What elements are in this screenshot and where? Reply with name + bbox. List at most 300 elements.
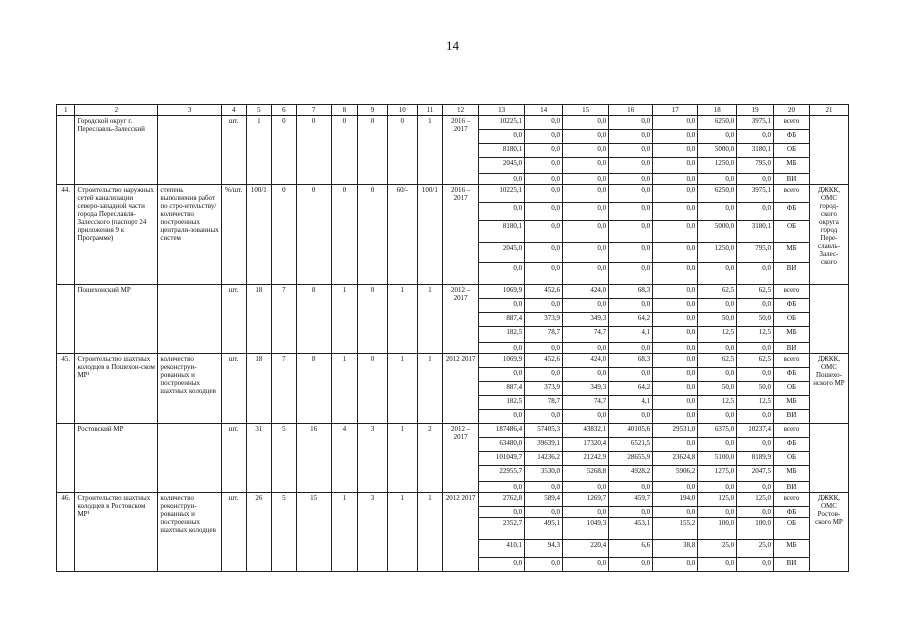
- funding-value: 62,5: [737, 285, 774, 299]
- funding-source: ОБ: [774, 518, 810, 540]
- funding-value: 10237,4: [737, 424, 774, 438]
- funding-value: 0,0: [609, 558, 653, 572]
- indicator-name: степень выполнения работ по стро-ительству/ количество построенных централи-зованных систем: [158, 185, 222, 285]
- funding-value: 4,1: [609, 327, 653, 343]
- funding-value: 452,6: [525, 354, 563, 368]
- funding-source: ФБ: [774, 507, 810, 518]
- funding-source: ОБ: [774, 382, 810, 396]
- header-cell: 12: [443, 105, 479, 116]
- funding-value: 349,3: [563, 382, 609, 396]
- funding-source: ФБ: [774, 368, 810, 382]
- funding-value: 0,0: [698, 410, 737, 424]
- value-total: 26: [246, 493, 272, 572]
- funding-value: 1275,0: [698, 466, 737, 482]
- funding-value: 0,0: [737, 482, 774, 493]
- value-2016: 1: [387, 493, 417, 572]
- value-total: 1: [246, 116, 272, 185]
- value-2014: 0: [331, 185, 358, 285]
- funding-value: 452,6: [525, 285, 563, 299]
- funding-source: ВИ: [774, 558, 810, 572]
- value-2012: 7: [272, 285, 297, 354]
- funding-value: 0,0: [525, 558, 563, 572]
- funding-value: 0,0: [563, 368, 609, 382]
- funding-value: 373,9: [525, 382, 563, 396]
- period: 2012 – 2017: [443, 285, 479, 354]
- funding-value: 0,0: [563, 507, 609, 518]
- responsible-department: [809, 285, 848, 354]
- funding-value: 0,0: [653, 558, 698, 572]
- funding-value: 68,3: [609, 285, 653, 299]
- funding-value: 62,5: [737, 354, 774, 368]
- header-cell: 14: [525, 105, 563, 116]
- responsible-department: ДЖКК, ОМС город-ского округа город Пере-славль-Залес-ского: [809, 185, 848, 285]
- funding-value: 3975,1: [737, 185, 774, 203]
- funding-value: 0,0: [653, 299, 698, 313]
- funding-source: МБ: [774, 466, 810, 482]
- value-2017: 1: [417, 116, 443, 185]
- unit: шт.: [221, 116, 246, 185]
- funding-value: 0,0: [479, 410, 525, 424]
- value-2013: 0: [296, 116, 331, 185]
- funding-value: 373,9: [525, 313, 563, 327]
- funding-value: 0,0: [609, 203, 653, 221]
- funding-value: 0,0: [525, 299, 563, 313]
- funding-value: 887,4: [479, 382, 525, 396]
- funding-value: 0,0: [609, 243, 653, 263]
- funding-value: 0,0: [479, 558, 525, 572]
- funding-value: 0,0: [563, 158, 609, 174]
- responsible-department: ДЖКК, ОМС Пошехо-нского МР: [809, 354, 848, 424]
- funding-value: 5268,8: [563, 466, 609, 482]
- funding-value: 0,0: [653, 221, 698, 243]
- funding-value: 64,2: [609, 313, 653, 327]
- header-cell: 15: [563, 105, 609, 116]
- value-2017: 100/1: [417, 185, 443, 285]
- value-2014: 4: [331, 424, 358, 493]
- value-2016: 0: [387, 116, 417, 185]
- funding-value: 25,0: [698, 540, 737, 558]
- value-2013: 0: [296, 185, 331, 285]
- funding-value: 6375,0: [698, 424, 737, 438]
- value-2012: 0: [272, 185, 297, 285]
- funding-value: 0,0: [653, 382, 698, 396]
- funding-value: 5000,0: [698, 221, 737, 243]
- funding-value: 795,0: [737, 158, 774, 174]
- funding-value: 0,0: [525, 174, 563, 185]
- funding-value: 28655,9: [609, 452, 653, 466]
- funding-value: 57405,3: [525, 424, 563, 438]
- funding-source: ОБ: [774, 221, 810, 243]
- funding-value: 0,0: [653, 116, 698, 130]
- funding-value: 589,4: [525, 493, 563, 507]
- funding-value: 0,0: [653, 203, 698, 221]
- funding-value: 0,0: [737, 368, 774, 382]
- funding-value: 0,0: [609, 174, 653, 185]
- funding-value: 100,0: [737, 518, 774, 540]
- unit: шт.: [221, 424, 246, 493]
- funding-value: 0,0: [698, 130, 737, 144]
- funding-value: 0,0: [698, 482, 737, 493]
- period: 2012 – 2017: [443, 424, 479, 493]
- funding-value: 2352,7: [479, 518, 525, 540]
- funding-value: 410,1: [479, 540, 525, 558]
- funding-source: ФБ: [774, 299, 810, 313]
- funding-value: 6250,0: [698, 116, 737, 130]
- header-cell: 3: [158, 105, 222, 116]
- value-2012: 5: [272, 424, 297, 493]
- header-cell: 16: [609, 105, 653, 116]
- funding-value: 0,0: [525, 144, 563, 158]
- row-number: [57, 116, 75, 185]
- funding-value: 0,0: [698, 368, 737, 382]
- funding-value: 0,0: [609, 185, 653, 203]
- funding-value: 74,7: [563, 327, 609, 343]
- funding-value: 8180,1: [479, 221, 525, 243]
- funding-value: 62,5: [698, 285, 737, 299]
- measure-name: Пошехонский МР: [75, 285, 158, 354]
- table-row: [57, 185, 849, 203]
- funding-value: 0,0: [698, 558, 737, 572]
- funding-value: 0,0: [698, 174, 737, 185]
- funding-value: 0,0: [479, 174, 525, 185]
- funding-value: 1069,9: [479, 285, 525, 299]
- funding-value: 50,0: [737, 313, 774, 327]
- funding-value: 0,0: [525, 203, 563, 221]
- funding-value: 0,0: [563, 343, 609, 354]
- header-cell: 5: [246, 105, 272, 116]
- funding-value: 0,0: [737, 343, 774, 354]
- funding-value: 0,0: [479, 130, 525, 144]
- header-cell: 1: [57, 105, 75, 116]
- header-cell: 7: [296, 105, 331, 116]
- measure-name: Ростовский МР: [75, 424, 158, 493]
- funding-value: 0,0: [737, 130, 774, 144]
- funding-source: всего: [774, 424, 810, 438]
- funding-source: МБ: [774, 243, 810, 263]
- value-2013: 15: [296, 493, 331, 572]
- value-2014: 1: [331, 493, 358, 572]
- funding-value: 2045,0: [479, 243, 525, 263]
- funding-value: 0,0: [525, 243, 563, 263]
- funding-value: 0,0: [737, 263, 774, 285]
- table-row: [57, 424, 849, 438]
- funding-value: 0,0: [563, 174, 609, 185]
- header-cell: 19: [737, 105, 774, 116]
- program-table: [56, 104, 849, 572]
- funding-value: 0,0: [609, 482, 653, 493]
- value-2016: 60/-: [387, 185, 417, 285]
- header-cell: 10: [387, 105, 417, 116]
- funding-value: 25,0: [737, 540, 774, 558]
- header-cell: 8: [331, 105, 358, 116]
- funding-value: 0,0: [653, 396, 698, 410]
- funding-value: 495,1: [525, 518, 563, 540]
- header-cell: 2: [75, 105, 158, 116]
- value-total: 18: [246, 285, 272, 354]
- header-cell: 9: [358, 105, 388, 116]
- funding-value: 0,0: [653, 354, 698, 368]
- value-2015: 0: [358, 354, 388, 424]
- funding-value: 182,5: [479, 396, 525, 410]
- funding-value: 1250,0: [698, 243, 737, 263]
- funding-source: ВИ: [774, 410, 810, 424]
- period: 2012 2017: [443, 493, 479, 572]
- header-cell: 11: [417, 105, 443, 116]
- funding-value: 125,0: [698, 493, 737, 507]
- funding-value: 0,0: [609, 343, 653, 354]
- funding-value: 0,0: [609, 158, 653, 174]
- funding-value: 1069,9: [479, 354, 525, 368]
- funding-value: 0,0: [737, 174, 774, 185]
- funding-value: 0,0: [563, 144, 609, 158]
- funding-source: ВИ: [774, 482, 810, 493]
- funding-source: всего: [774, 493, 810, 507]
- funding-value: 29531,0: [653, 424, 698, 438]
- funding-value: 0,0: [609, 221, 653, 243]
- value-2017: 1: [417, 285, 443, 354]
- value-2012: 5: [272, 493, 297, 572]
- funding-value: 23624,8: [653, 452, 698, 466]
- measure-name: Строительство наружных сетей канализации северо-западной части города Переславля-Залесского (паспорт 24 приложения 9 к Программе): [75, 185, 158, 285]
- funding-value: 0,0: [653, 185, 698, 203]
- unit: шт.: [221, 493, 246, 572]
- funding-source: МБ: [774, 396, 810, 410]
- value-2013: 16: [296, 424, 331, 493]
- funding-value: 0,0: [609, 410, 653, 424]
- funding-value: 5906,2: [653, 466, 698, 482]
- funding-value: 39639,1: [525, 438, 563, 452]
- funding-value: 0,0: [698, 343, 737, 354]
- funding-value: 0,0: [609, 263, 653, 285]
- funding-value: 0,0: [563, 243, 609, 263]
- funding-value: 4,1: [609, 396, 653, 410]
- header-row: [57, 105, 849, 116]
- funding-value: 50,0: [737, 382, 774, 396]
- funding-value: 0,0: [563, 116, 609, 130]
- funding-value: 887,4: [479, 313, 525, 327]
- value-2015: 0: [358, 116, 388, 185]
- funding-value: 17320,4: [563, 438, 609, 452]
- funding-value: 0,0: [737, 558, 774, 572]
- funding-value: 5000,0: [698, 144, 737, 158]
- funding-value: 3180,1: [737, 221, 774, 243]
- funding-value: 3180,1: [737, 144, 774, 158]
- funding-value: 0,0: [653, 343, 698, 354]
- table-row: [57, 116, 849, 130]
- funding-value: 8180,1: [479, 144, 525, 158]
- funding-value: 0,0: [609, 144, 653, 158]
- header-cell: 17: [653, 105, 698, 116]
- funding-value: 155,2: [653, 518, 698, 540]
- indicator-name: количество реконструи-рованных и построенных шахтных колодцев: [158, 354, 222, 424]
- value-2015: 3: [358, 493, 388, 572]
- funding-value: 0,0: [609, 299, 653, 313]
- funding-source: МБ: [774, 158, 810, 174]
- unit: шт.: [221, 354, 246, 424]
- funding-source: ФБ: [774, 203, 810, 221]
- value-2016: 1: [387, 285, 417, 354]
- funding-value: 1049,3: [563, 518, 609, 540]
- funding-value: 0,0: [479, 299, 525, 313]
- funding-value: 0,0: [525, 116, 563, 130]
- funding-value: 0,0: [653, 410, 698, 424]
- responsible-department: [809, 116, 848, 185]
- funding-value: 0,0: [525, 343, 563, 354]
- funding-value: 0,0: [563, 203, 609, 221]
- funding-source: всего: [774, 285, 810, 299]
- value-total: 18: [246, 354, 272, 424]
- funding-source: ВИ: [774, 343, 810, 354]
- funding-value: 424,0: [563, 354, 609, 368]
- funding-value: 5100,0: [698, 452, 737, 466]
- funding-value: 0,0: [737, 203, 774, 221]
- funding-value: 0,0: [525, 263, 563, 285]
- value-2012: 7: [272, 354, 297, 424]
- funding-value: 0,0: [525, 185, 563, 203]
- funding-value: 12,5: [737, 327, 774, 343]
- indicator-name: [158, 285, 222, 354]
- period: 2012 2017: [443, 354, 479, 424]
- funding-value: 0,0: [563, 410, 609, 424]
- funding-source: ВИ: [774, 263, 810, 285]
- funding-value: 50,0: [698, 313, 737, 327]
- funding-value: 0,0: [479, 263, 525, 285]
- funding-value: 194,0: [653, 493, 698, 507]
- funding-value: 349,3: [563, 313, 609, 327]
- funding-value: 0,0: [698, 507, 737, 518]
- funding-value: 0,0: [653, 313, 698, 327]
- header-cell: 20: [774, 105, 810, 116]
- funding-value: 0,0: [653, 507, 698, 518]
- funding-value: 3530,0: [525, 466, 563, 482]
- funding-value: 2762,8: [479, 493, 525, 507]
- funding-value: 0,0: [653, 158, 698, 174]
- funding-value: 0,0: [653, 174, 698, 185]
- unit: %/шт.: [221, 185, 246, 285]
- header-cell: 4: [221, 105, 246, 116]
- funding-value: 0,0: [698, 203, 737, 221]
- funding-value: 1269,7: [563, 493, 609, 507]
- funding-value: 0,0: [479, 368, 525, 382]
- funding-value: 22955,7: [479, 466, 525, 482]
- funding-value: 21242,9: [563, 452, 609, 466]
- funding-value: 100,0: [698, 518, 737, 540]
- header-cell: 6: [272, 105, 297, 116]
- funding-source: ОБ: [774, 144, 810, 158]
- funding-value: 63480,0: [479, 438, 525, 452]
- funding-value: 0,0: [525, 368, 563, 382]
- funding-value: 14236,2: [525, 452, 563, 466]
- funding-source: ОБ: [774, 452, 810, 466]
- funding-value: 0,0: [737, 299, 774, 313]
- funding-value: 220,4: [563, 540, 609, 558]
- funding-value: 43832,1: [563, 424, 609, 438]
- header-cell: 21: [809, 105, 848, 116]
- row-number: [57, 424, 75, 493]
- funding-value: 6521,5: [609, 438, 653, 452]
- funding-value: 0,0: [698, 299, 737, 313]
- funding-value: 0,0: [479, 482, 525, 493]
- measure-name: Строительство шахтных колодцев в Ростовском МР¹: [75, 493, 158, 572]
- period: 2016 – 2017: [443, 116, 479, 185]
- funding-value: 0,0: [525, 410, 563, 424]
- value-total: 100/1: [246, 185, 272, 285]
- header-cell: 13: [479, 105, 525, 116]
- measure-name: Городской округ г. Переславль-Залесский: [75, 116, 158, 185]
- funding-value: 0,0: [563, 482, 609, 493]
- funding-value: 0,0: [653, 482, 698, 493]
- funding-value: 424,0: [563, 285, 609, 299]
- funding-value: 0,0: [737, 410, 774, 424]
- funding-value: 0,0: [563, 130, 609, 144]
- funding-value: 0,0: [698, 438, 737, 452]
- funding-value: 78,7: [525, 396, 563, 410]
- funding-value: 0,0: [479, 343, 525, 354]
- funding-value: 38,8: [653, 540, 698, 558]
- funding-value: 12,5: [737, 396, 774, 410]
- funding-value: 2045,0: [479, 158, 525, 174]
- row-number: 46.: [57, 493, 75, 572]
- funding-value: 0,0: [653, 438, 698, 452]
- row-number: [57, 285, 75, 354]
- funding-value: 187486,4: [479, 424, 525, 438]
- funding-source: ФБ: [774, 438, 810, 452]
- funding-source: ОБ: [774, 313, 810, 327]
- funding-value: 68,3: [609, 354, 653, 368]
- funding-value: 2047,5: [737, 466, 774, 482]
- funding-value: 62,5: [698, 354, 737, 368]
- funding-value: 40105,6: [609, 424, 653, 438]
- funding-value: 0,0: [653, 263, 698, 285]
- funding-value: 3975,1: [737, 116, 774, 130]
- funding-value: 0,0: [653, 285, 698, 299]
- funding-value: 0,0: [653, 368, 698, 382]
- funding-value: 125,0: [737, 493, 774, 507]
- value-2013: 8: [296, 285, 331, 354]
- value-2017: 1: [417, 493, 443, 572]
- funding-value: 6250,0: [698, 185, 737, 203]
- funding-value: 0,0: [563, 558, 609, 572]
- funding-value: 0,0: [563, 221, 609, 243]
- funding-value: 101049,7: [479, 452, 525, 466]
- funding-source: всего: [774, 354, 810, 368]
- funding-source: ФБ: [774, 130, 810, 144]
- value-2012: 0: [272, 116, 297, 185]
- funding-value: 8189,9: [737, 452, 774, 466]
- funding-value: 0,0: [653, 144, 698, 158]
- funding-value: 795,0: [737, 243, 774, 263]
- funding-value: 10225,1: [479, 116, 525, 130]
- funding-value: 459,7: [609, 493, 653, 507]
- table-row: [57, 285, 849, 299]
- funding-value: 0,0: [698, 263, 737, 285]
- funding-value: 1250,0: [698, 158, 737, 174]
- funding-value: 0,0: [479, 203, 525, 221]
- funding-value: 0,0: [653, 327, 698, 343]
- funding-value: 0,0: [479, 507, 525, 518]
- funding-source: всего: [774, 185, 810, 203]
- funding-value: 0,0: [525, 130, 563, 144]
- value-2014: 0: [331, 116, 358, 185]
- row-number: 45.: [57, 354, 75, 424]
- funding-value: 6,6: [609, 540, 653, 558]
- table-row: [57, 493, 849, 507]
- value-2015: 3: [358, 424, 388, 493]
- indicator-name: [158, 424, 222, 493]
- funding-source: МБ: [774, 327, 810, 343]
- funding-value: 453,1: [609, 518, 653, 540]
- funding-value: 0,0: [737, 438, 774, 452]
